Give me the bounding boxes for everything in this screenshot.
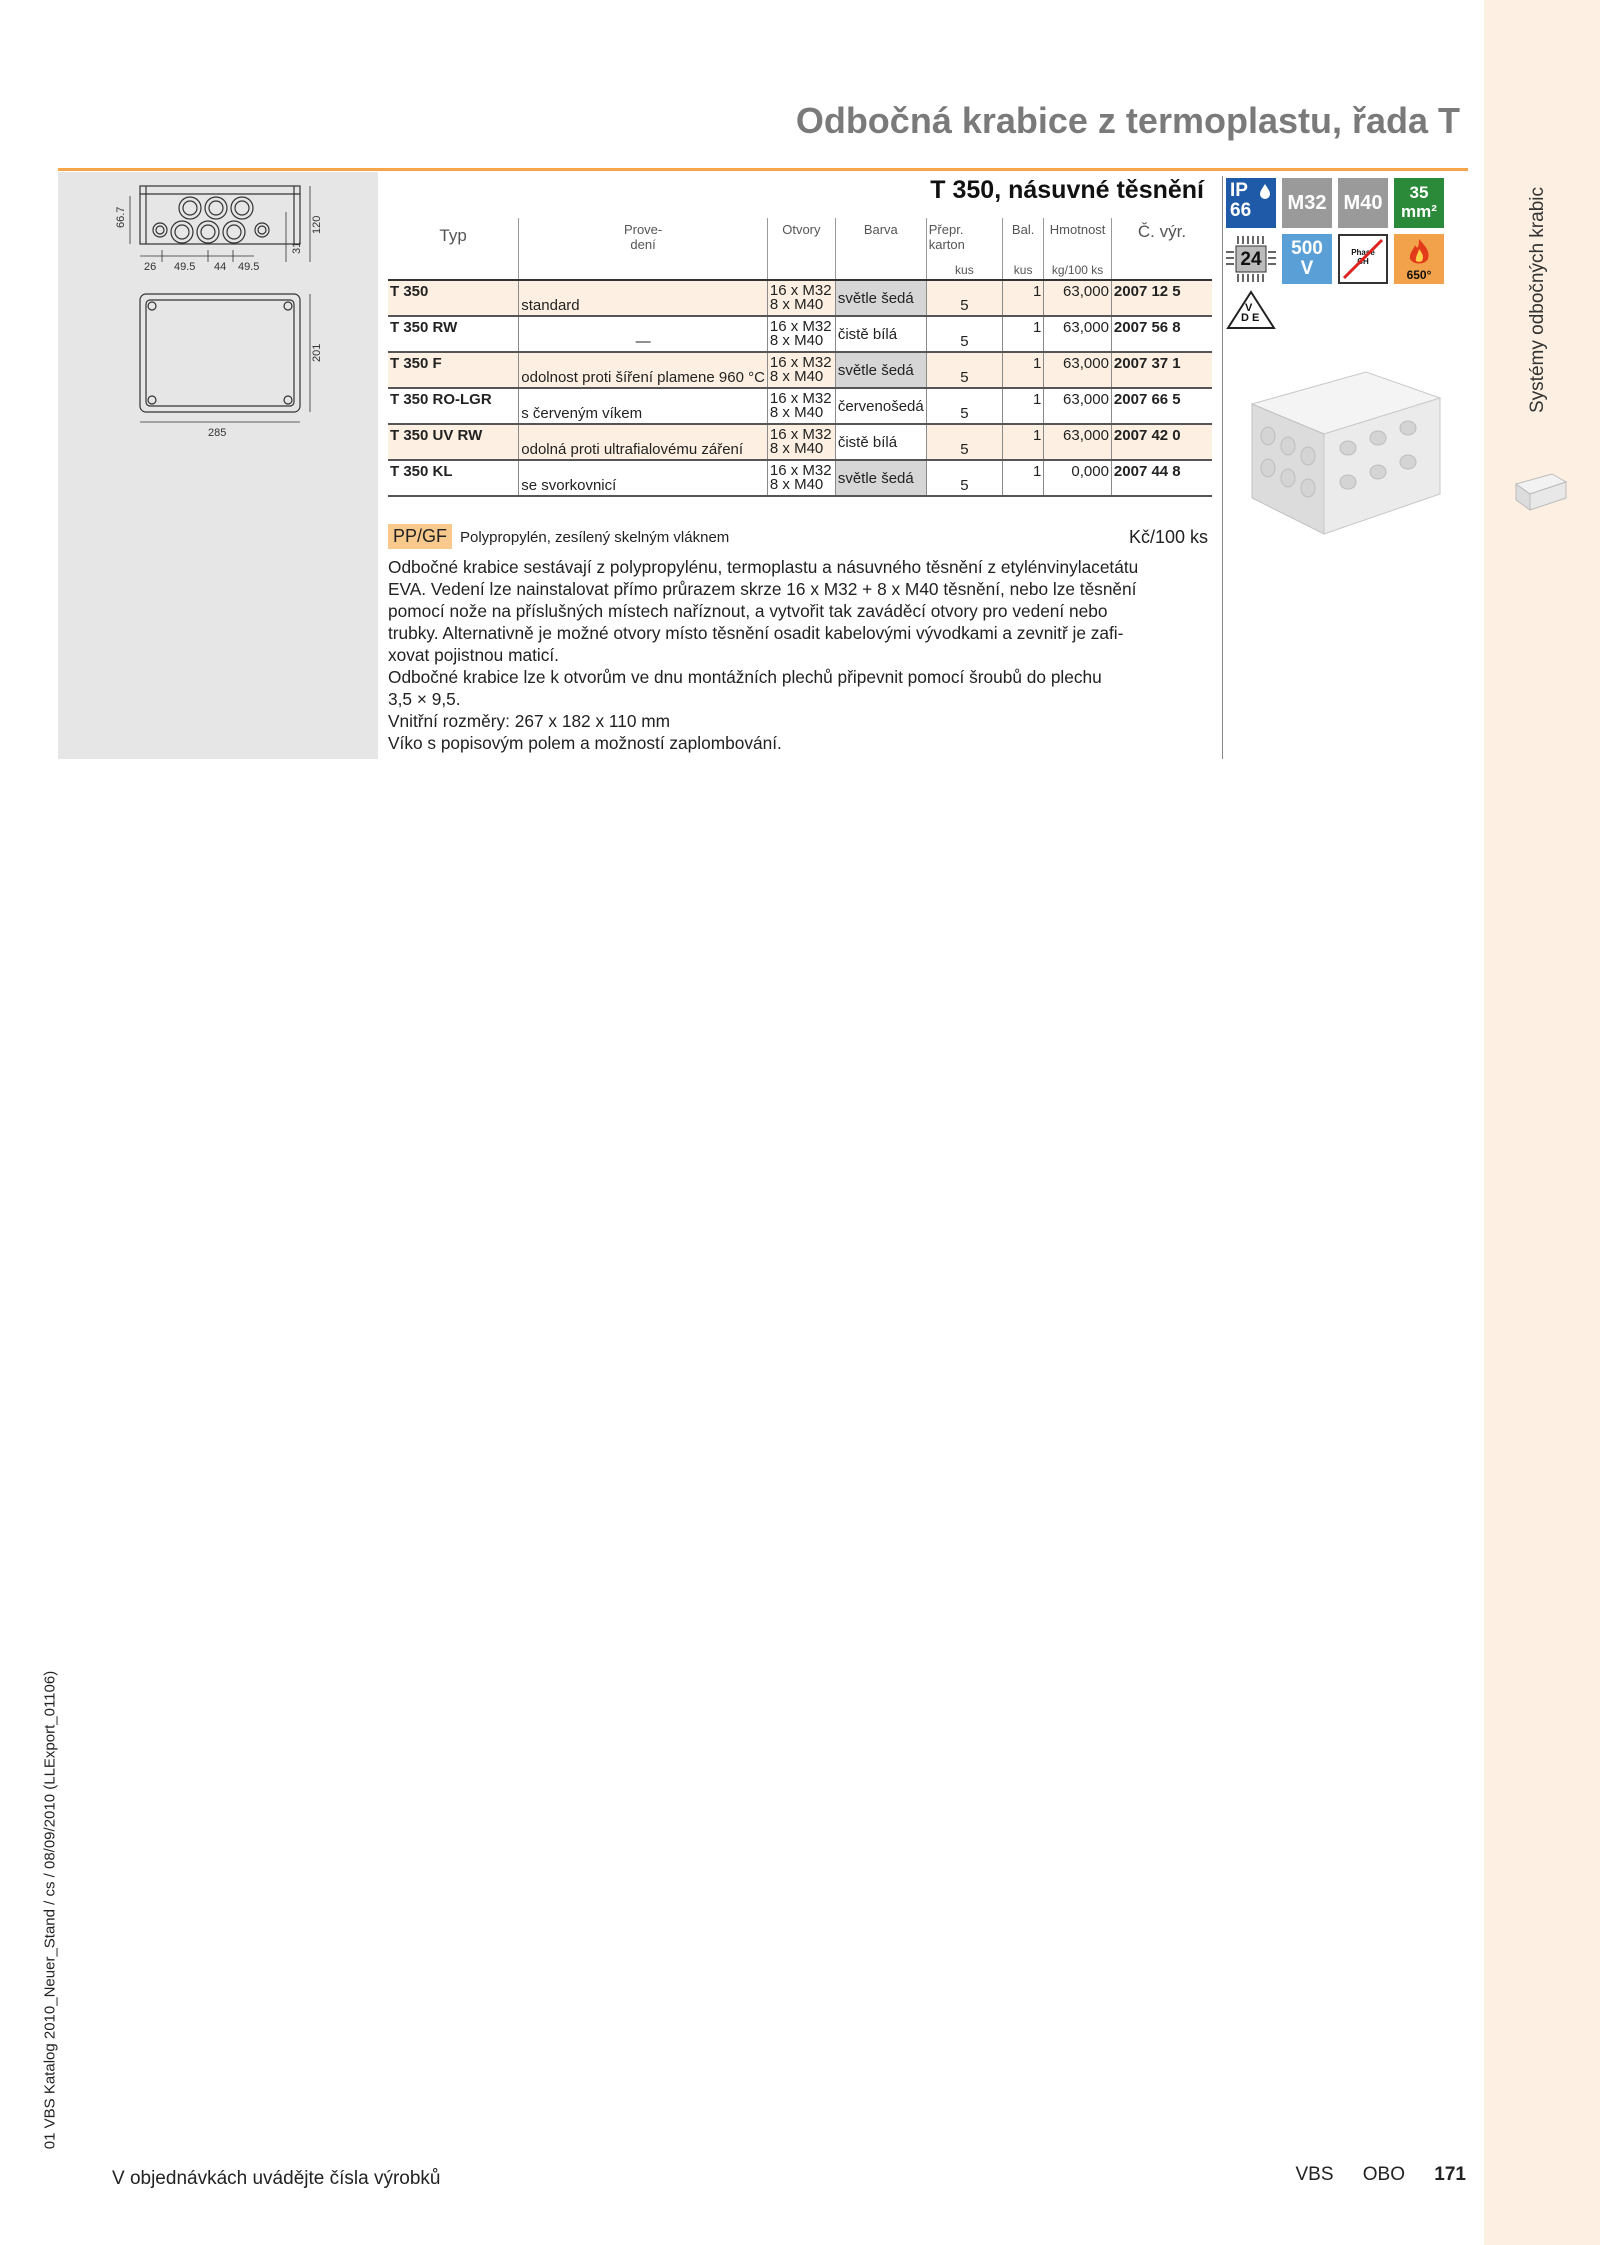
product-photo <box>1248 352 1444 548</box>
cell-cvyr: 2007 66 5 <box>1111 388 1212 424</box>
cell-otvory-m32: 16 x M32 <box>769 354 832 371</box>
cell-typ: T 350 RO-LGR <box>388 388 519 424</box>
cell-cvyr: 2007 12 5 <box>1111 280 1212 316</box>
voltage-unit: V <box>1300 258 1314 279</box>
dim-49-5-right: 49.5 <box>238 261 260 273</box>
cell-typ: T 350 F <box>388 352 519 388</box>
halogen-line1: Phase <box>1351 248 1375 257</box>
water-drop-icon <box>1259 183 1271 199</box>
heading-rule <box>58 168 1468 171</box>
m40-icon: M40 <box>1338 178 1388 228</box>
cell-hmotnost: 0,000 <box>1044 460 1112 496</box>
header-provedeni-line1: Prove- <box>623 222 663 237</box>
description-line: xovat pojistnou maticí. <box>388 645 559 665</box>
unit-typ-empty <box>388 256 519 280</box>
cell-otvory-m32: 16 x M32 <box>769 390 832 407</box>
cell-bal: 1 <box>1002 460 1043 496</box>
cell-otvory-m32: 16 x M32 <box>769 318 832 335</box>
page-heading: Odbočná krabice z termoplastu, řada T <box>795 100 1460 141</box>
cell-barva: světle šedá <box>835 460 926 496</box>
table-row <box>388 280 1212 316</box>
page-number: 171 <box>1434 2164 1466 2185</box>
unit-prepr: kus <box>926 256 1002 280</box>
voltage-value: 500 <box>1291 238 1323 259</box>
description-line: Vnitřní rozměry: 267 x 182 x 110 mm <box>388 711 671 731</box>
cell-otvory <box>767 388 835 424</box>
cell-otvory-m32: 16 x M32 <box>769 282 832 299</box>
table-row <box>388 388 1212 424</box>
cell-otvory <box>767 316 835 352</box>
vde-letter-v: V <box>1245 302 1253 314</box>
fire-temperature: 650° <box>1406 268 1432 282</box>
header-prepr-line1: Přepr. <box>928 222 964 237</box>
header-prepr-line2: karton <box>928 237 965 252</box>
fire-resistance-icon <box>1394 234 1444 284</box>
footer-order-note: V objednávkách uvádějte čísla výrobků <box>112 2168 441 2189</box>
strike-through-icon <box>1340 236 1386 282</box>
terminals-icon <box>1226 234 1276 284</box>
dim-49-5-left: 49.5 <box>174 261 196 273</box>
cell-otvory <box>767 424 835 460</box>
cell-otvory-m40: 8 x M40 <box>769 368 824 385</box>
description-line: EVA. Vedení lze nainstalovat přímo průrazem skrze 16 x M32 + 8 x M40 těsnění, nebo lze těsnění <box>388 579 1137 599</box>
cell-hmotnost: 63,000 <box>1044 280 1112 316</box>
technical-drawing <box>58 172 378 759</box>
cell-provedeni: — <box>519 316 768 352</box>
product-subtitle: T 350, násuvné těsnění <box>930 176 1204 204</box>
cell-otvory-m40: 8 x M40 <box>769 296 824 313</box>
dim-31: 31 <box>291 241 303 254</box>
footer-brand-obo: OBO <box>1362 2164 1406 2185</box>
cell-prepr: 5 <box>926 424 1002 460</box>
cell-provedeni: se svorkovnicí <box>519 460 768 496</box>
cell-bal: 1 <box>1002 316 1043 352</box>
ip66-icon-bottom: 66 <box>1230 200 1252 221</box>
unit-otv-empty <box>767 256 835 280</box>
description-line: trubky. Alternativně je možné otvory místo těsnění osadit kabelovými vývodkami a zevnitř je zafi- <box>388 623 1124 643</box>
material-code: PP/GF <box>388 524 452 549</box>
price-unit: Kč/100 ks <box>1128 527 1208 547</box>
cell-hmotnost: 63,000 <box>1044 424 1112 460</box>
cell-typ: T 350 KL <box>388 460 519 496</box>
side-section-title: Systémy odbočných krabic <box>1527 187 1548 413</box>
dim-120: 120 <box>311 215 323 234</box>
cell-typ: T 350 UV RW <box>388 424 519 460</box>
cell-provedeni: odolnost proti šíření plamene 960 °C <box>519 352 768 388</box>
cell-bal: 1 <box>1002 280 1043 316</box>
cell-otvory <box>767 280 835 316</box>
cell-prepr: 5 <box>926 352 1002 388</box>
product-table <box>388 218 1212 497</box>
vde-mark-icon <box>1226 290 1276 340</box>
cell-otvory-m32: 16 x M32 <box>769 426 832 443</box>
dim-26: 26 <box>144 261 157 273</box>
cell-prepr: 5 <box>926 280 1002 316</box>
cell-hmotnost: 63,000 <box>1044 388 1112 424</box>
cell-prepr: 5 <box>926 316 1002 352</box>
cell-cvyr: 2007 44 8 <box>1111 460 1212 496</box>
ip66-icon <box>1226 178 1276 228</box>
column-divider <box>1222 176 1223 759</box>
cell-otvory-m40: 8 x M40 <box>769 476 824 493</box>
cell-cvyr: 2007 37 1 <box>1111 352 1212 388</box>
unit-prov-empty <box>519 256 768 280</box>
halogen-line2: CH <box>1357 257 1369 266</box>
table-row <box>388 352 1212 388</box>
cell-barva: čistě bílá <box>835 316 926 352</box>
cell-hmotnost: 63,000 <box>1044 316 1112 352</box>
header-provedeni-line2: dení <box>630 237 656 252</box>
cell-otvory-m40: 8 x M40 <box>769 440 824 457</box>
cell-typ: T 350 RW <box>388 316 519 352</box>
cell-otvory <box>767 352 835 388</box>
header-provedeni <box>519 218 768 256</box>
dim-66-7: 66.7 <box>115 206 127 228</box>
terminals-count: 24 <box>1240 249 1262 270</box>
table-row <box>388 460 1212 496</box>
cell-hmotnost: 63,000 <box>1044 352 1112 388</box>
vde-letter-d: D <box>1241 312 1249 324</box>
header-hmotnost: Hmotnost <box>1044 218 1112 256</box>
unit-barva-empty <box>835 256 926 280</box>
description-line: Odbočné krabice lze k otvorům ve dnu montážních plechů připevnit pomocí šroubů do plechu <box>388 667 1102 687</box>
cell-bal: 1 <box>1002 424 1043 460</box>
header-typ: Typ <box>388 218 519 256</box>
dim-44: 44 <box>214 261 227 273</box>
cell-otvory-m40: 8 x M40 <box>769 404 824 421</box>
ip66-icon-top: IP <box>1230 180 1248 201</box>
cell-typ: T 350 <box>388 280 519 316</box>
cell-cvyr: 2007 42 0 <box>1111 424 1212 460</box>
table-row <box>388 424 1212 460</box>
halogen-free-icon <box>1338 234 1388 284</box>
header-prepr <box>926 218 1002 256</box>
header-cvyr: Č. výr. <box>1137 222 1187 241</box>
cross-section-icon <box>1394 178 1444 228</box>
cross-section-top: 35 <box>1409 183 1429 202</box>
product-description <box>388 556 1212 754</box>
cross-section-bottom: mm² <box>1401 202 1437 221</box>
cell-barva: světle šedá <box>835 352 926 388</box>
catalog-export-note: 01 VBS Katalog 2010_Neuer_Stand / cs / 08/09/2010 (LLExport_01106) <box>41 1670 59 2150</box>
unit-bal: kus <box>1002 256 1043 280</box>
dim-285: 285 <box>208 427 227 439</box>
cell-barva: čistě bílá <box>835 424 926 460</box>
header-otvory: Otvory <box>767 218 835 256</box>
header-bal: Bal. <box>1002 218 1043 256</box>
m32-icon: M32 <box>1282 178 1332 228</box>
cell-bal: 1 <box>1002 388 1043 424</box>
flame-icon <box>1404 237 1434 267</box>
vde-letter-e: E <box>1252 312 1260 324</box>
voltage-icon <box>1282 234 1332 284</box>
cell-provedeni: s červeným víkem <box>519 388 768 424</box>
cell-prepr: 5 <box>926 388 1002 424</box>
side-box-thumbnail <box>1512 470 1568 512</box>
material-row <box>388 522 1212 552</box>
footer-brand-vbs: VBS <box>1295 2164 1334 2185</box>
cell-barva: světle šedá <box>835 280 926 316</box>
cell-otvory <box>767 460 835 496</box>
technical-drawing-panel <box>58 172 378 759</box>
cell-prepr: 5 <box>926 460 1002 496</box>
cell-barva: červenošedá <box>835 388 926 424</box>
description-line: 3,5 × 9,5. <box>388 689 461 709</box>
cell-provedeni: standard <box>519 280 768 316</box>
description-line: pomocí nože na příslušných místech naříznout, a vytvořit tak zaváděcí otvory pro vedení nebo <box>388 601 1108 621</box>
footer-brand <box>1271 2164 1466 2186</box>
description-line: Víko s popisovým polem a možností zaplombování. <box>388 733 782 753</box>
cell-provedeni: odolná proti ultrafialovému záření <box>519 424 768 460</box>
cell-otvory-m32: 16 x M32 <box>769 462 832 479</box>
cell-otvory-m40: 8 x M40 <box>769 332 824 349</box>
unit-hmotnost: kg/100 ks <box>1044 256 1112 280</box>
table-row <box>388 316 1212 352</box>
dim-201: 201 <box>311 343 323 362</box>
cell-bal: 1 <box>1002 352 1043 388</box>
unit-cvyr-empty <box>1111 256 1212 280</box>
header-barva: Barva <box>835 218 926 256</box>
description-line: Odbočné krabice sestávají z polypropylénu, termoplastu a násuvného těsnění z etylénvinylacetátu <box>388 557 1139 577</box>
material-description: Polypropylén, zesílený skelným vláknem <box>460 529 730 546</box>
cell-cvyr: 2007 56 8 <box>1111 316 1212 352</box>
